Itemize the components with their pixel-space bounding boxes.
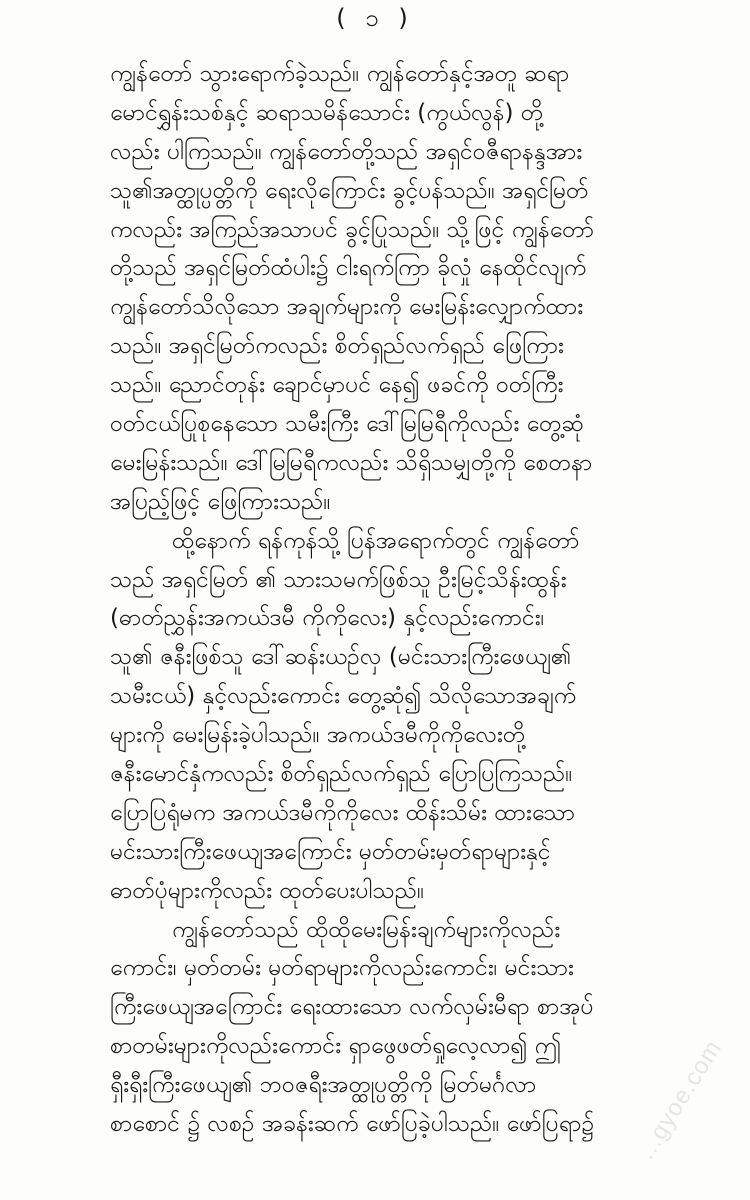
- text-line: ကြီးဖေယျအကြောင်း ရေးထားသော လက်လှမ်းမီရာ စာအုပ်: [110, 994, 594, 1021]
- text-line: ကျွန်တော် သွားရောက်ခဲ့သည်။ ကျွန်တော်နှင့်အတူ ဆရာ: [110, 61, 570, 87]
- text-line: ကလည်း အကြည်အသာပင် ခွင့်ပြုသည်။ သို့ဖြင့် ကျွန်တော်: [110, 216, 595, 243]
- text-line: သည် အရှင်မြတ် ၏ သားသမက်ဖြစ်သူ ဦးမြင့်သိန်းထွန်း: [110, 566, 567, 593]
- text-line: များကို မေးမြန်းခဲ့ပါသည်။ အကယ်ဒမီကိုကိုလေးတို့: [110, 722, 526, 749]
- text-line: ထို့နောက် ရန်ကုန်သို့ ပြန်အရောက်တွင် ကျွန်တော်: [172, 527, 580, 554]
- text-line: မင်းသားကြီးဖေယျအကြောင်း မှတ်တမ်းမှတ်ရာများနှင့်: [110, 838, 551, 865]
- page-number: ( ၁ ): [336, 4, 414, 32]
- text-line: ရှီးရှီးကြီးဖေယျ၏ ဘဝဇရီးအတ္ထုပ္ပတ္တိကို မြတ်မင်္ဂလာ: [110, 1072, 537, 1099]
- text-line: ကောင်း၊ မှတ်တမ်း မှတ်ရာများကိုလည်းကောင်း၊ မင်းသား: [110, 955, 574, 982]
- text-line: (ဓာတ်ညွှန်းအကယ်ဒမီ ကိုကိုလေး) နှင့်လည်းကောင်း၊: [110, 605, 545, 632]
- text-line: သူ၏အတ္ထုပ္ပတ္တိကို ရေးလိုကြောင်း ခွင့်ပန်သည်။ အရှင်မြတ်: [110, 177, 589, 204]
- text-line: လည်း ပါကြသည်။ ကျွန်တော်တို့သည် အရှင်ဝဇီရာနန္ဒအား: [110, 138, 583, 165]
- text-line: ပြောပြရုံမက အကယ်ဒမီကိုကိုလေး ထိန်းသိမ်း ထားသော: [110, 799, 576, 826]
- text-line: သမီးငယ်) နှင့်လည်းကောင်း တွေ့ဆုံ၍ သိလိုသောအချက်: [110, 683, 577, 710]
- text-line: အပြည့်ဖြင့် ဖြေကြားသည်။: [110, 488, 331, 515]
- text-line: သည်။ အရှင်မြတ်ကလည်း စိတ်ရှည်လက်ရှည် ဖြေကြား: [110, 333, 564, 360]
- text-line: သူ၏ ဇနီးဖြစ်သူ ဒေါ်ဆန်းယဉ်လှ (မင်းသားကြီးဖေယျ၏: [110, 644, 572, 671]
- text-line: တို့သည် အရှင်မြတ်ထံပါး၌ ငါးရက်ကြာ ခိုလှုံ နေထိုင်လျက်: [110, 255, 587, 282]
- text-line: ဓာတ်ပုံများကိုလည်း ထုတ်ပေးပါသည်။: [110, 877, 425, 904]
- text-line: မောင်ရွှန်းသစ်နှင့် ဆရာသမိန်သောင်း (ကွယ်လွန်) တို့: [110, 99, 544, 126]
- text-line: ဇနီးမောင်နှံကလည်း စိတ်ရှည်လက်ရှည် ပြောပြကြသည်။: [110, 761, 573, 788]
- text-line: စာတမ်းများကိုလည်းကောင်း ရှာဖွေဖတ်ရှုလေ့လာ၍ ဤ: [110, 1033, 562, 1060]
- text-line: စာစောင် ၌ လစဉ် အခန်းဆက် ဖော်ပြခဲ့ပါသည်။ ဖော်ပြရာ၌: [110, 1111, 595, 1138]
- text-line: မေးမြန်းသည်။ ဒေါ်မြမြရီကလည်း သိရှိသမျှတို့ကို စေတနာ: [110, 449, 593, 476]
- watermark: ...gyoe.com: [632, 1035, 728, 1165]
- text-line: သည်။ ညောင်တုန်း ချောင်မှာပင် နေ၍ ဖခင်ကို ဝတ်ကြီး: [110, 372, 564, 399]
- text-line: ဝတ်ငယ်ပြုစုနေသော သမီးကြီး ဒေါ်မြမြရီကိုလည်း တွေ့ဆုံ: [110, 411, 584, 438]
- body-text: [110, 55, 640, 1144]
- text-line: ကျွန်တော်သိလိုသော အချက်များကို မေးမြန်းလျှောက်ထား: [110, 294, 584, 321]
- text-line: ကျွန်တော်သည် ထိုထိုမေးမြန်းချက်များကိုလည်း: [172, 916, 561, 943]
